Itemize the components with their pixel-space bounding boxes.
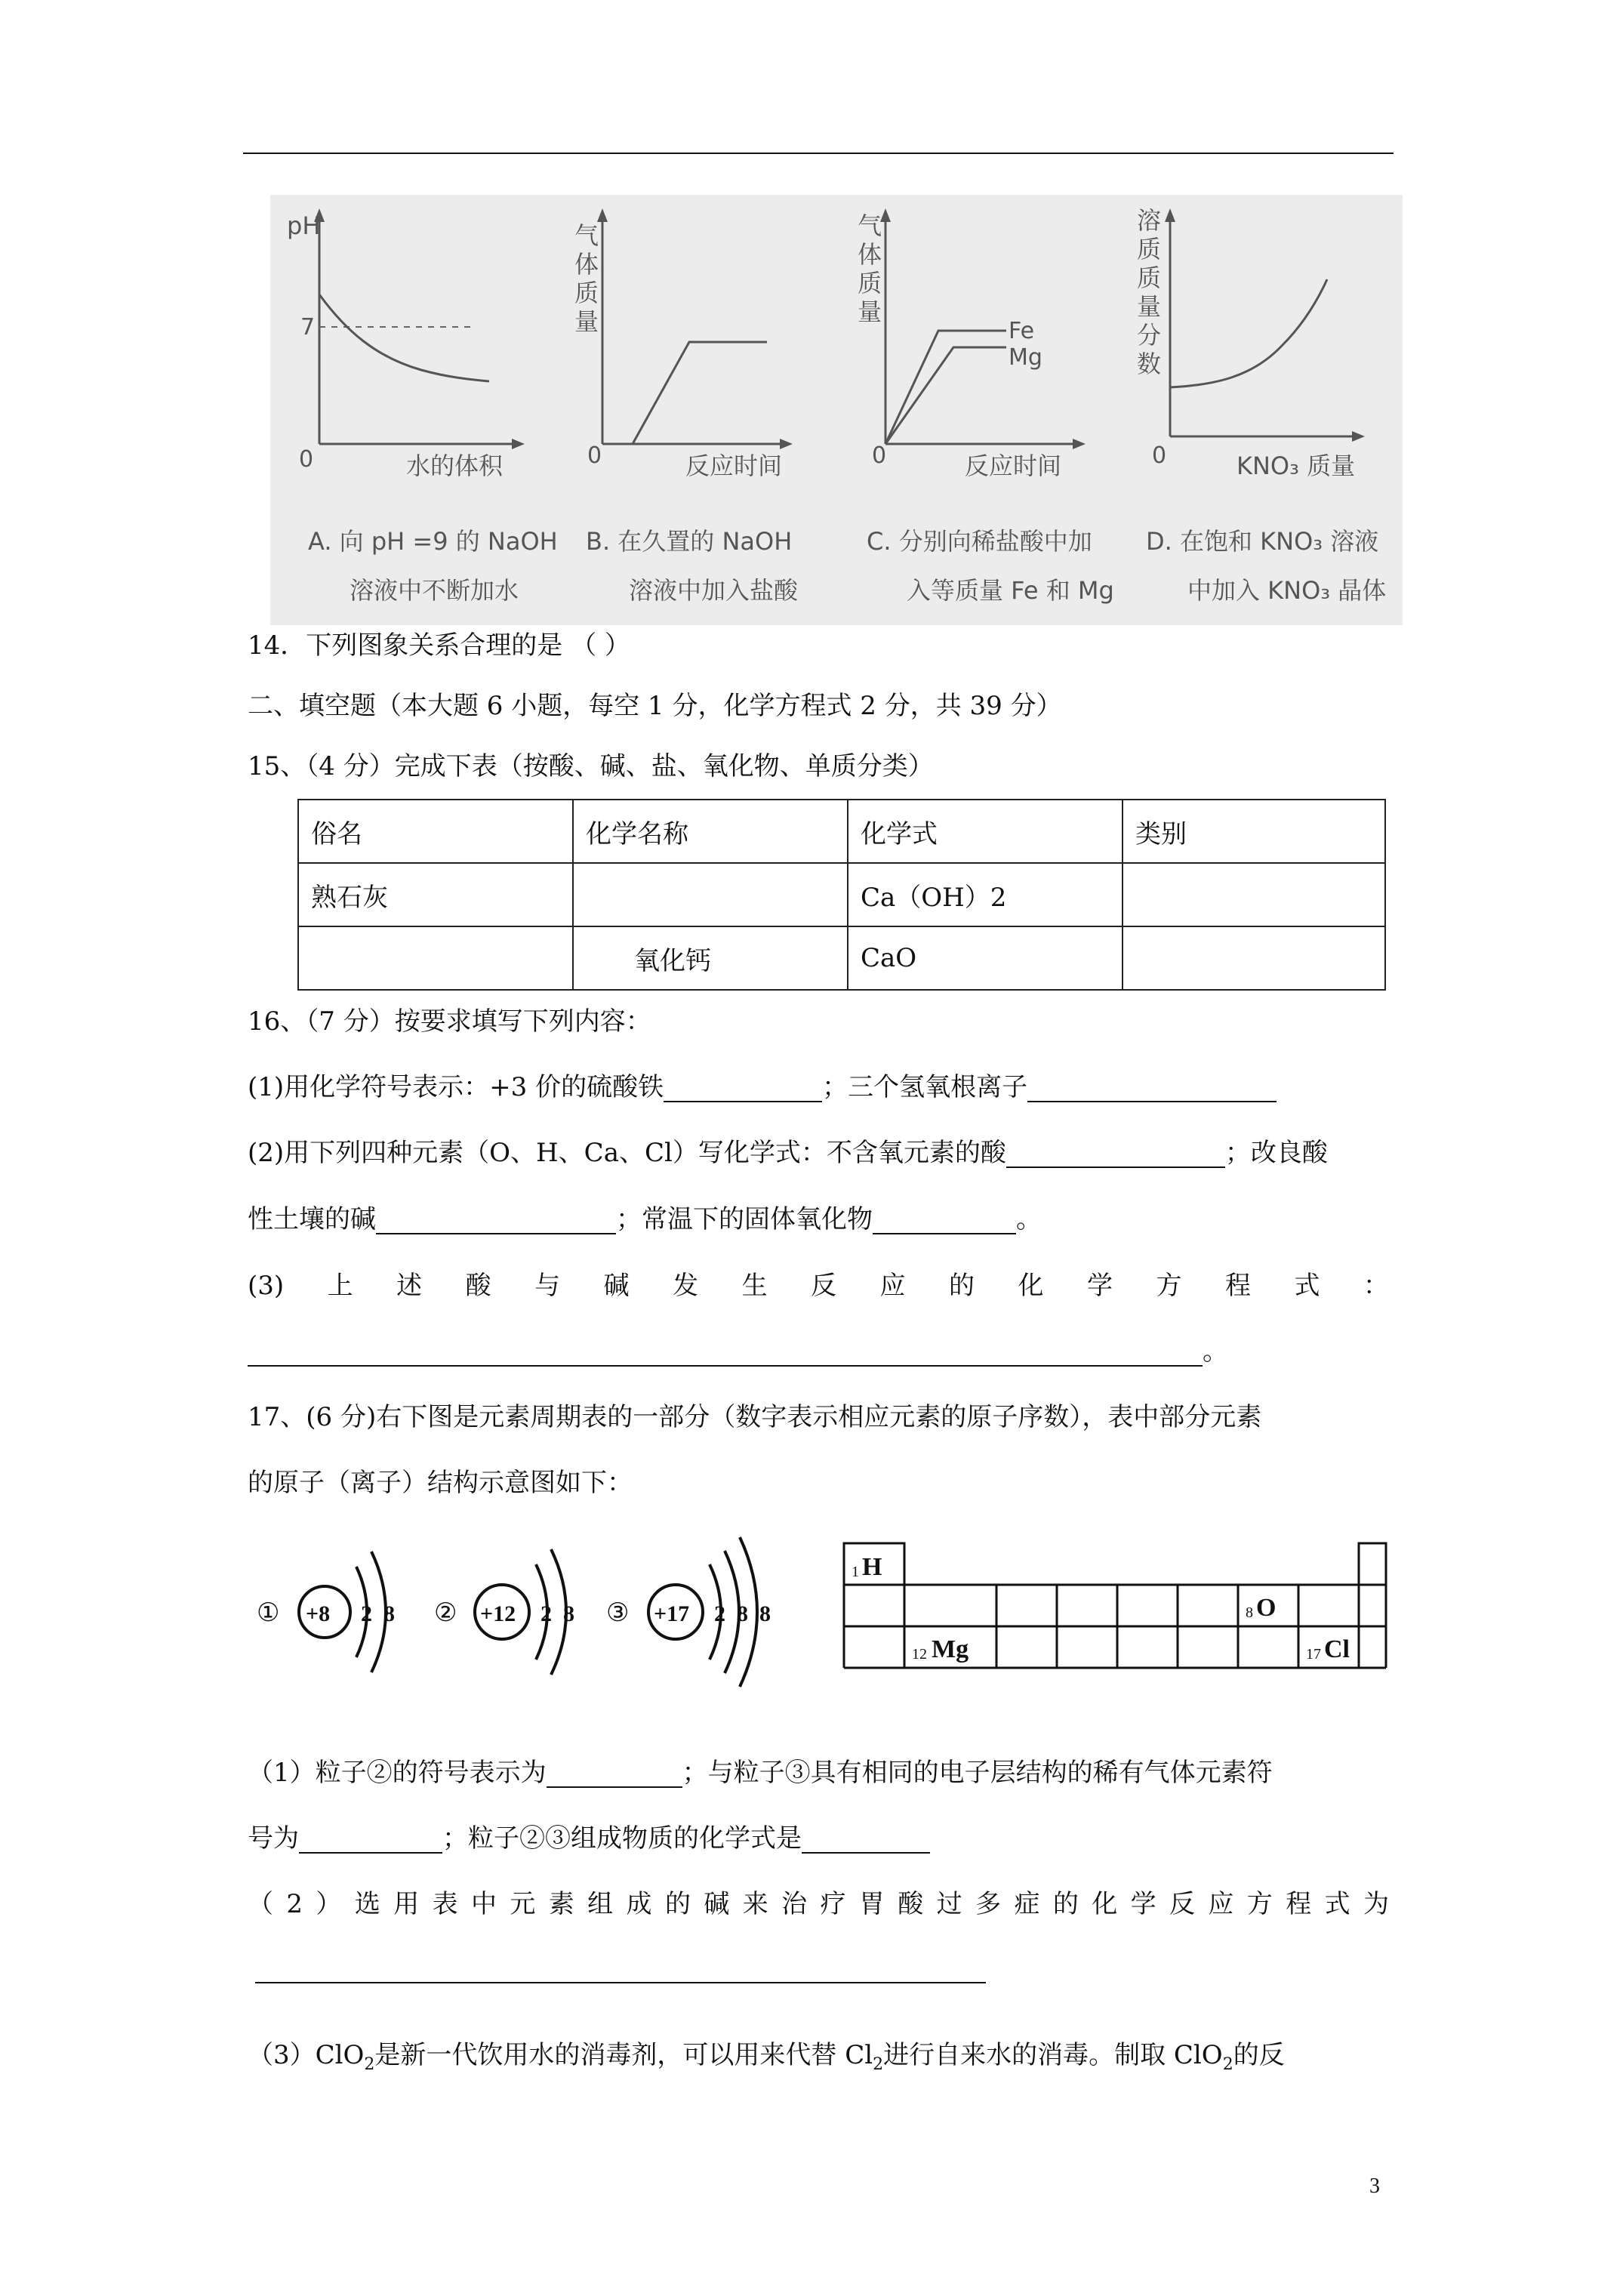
q17-p2-char: 治 [781, 1889, 808, 1919]
q15-table [297, 799, 1386, 991]
atom-1 [257, 1552, 395, 1672]
table-cell [573, 863, 848, 926]
graph-a-caption1: A. 向 pH =9 的 NaOH [308, 527, 558, 556]
graph-b-ylabel-2: 体 [574, 250, 599, 279]
answer-blank[interactable] [802, 1828, 930, 1854]
graph-c-mg: Mg [1009, 344, 1042, 371]
q17-p2-char: 化 [1092, 1889, 1118, 1919]
graph-c-xlabel: 反应时间 [965, 451, 1062, 480]
graph-c [858, 208, 1114, 605]
graph-d-ylabel-1: 溶 [1137, 206, 1162, 235]
pt-cl-num: 17 [1306, 1646, 1321, 1663]
q16-line1 [248, 1072, 1277, 1102]
atom-2-mark: ② [434, 1599, 457, 1627]
graph-c-caption1: C. 分别向稀盐酸中加 [867, 527, 1092, 556]
graph-b-caption1: B. 在久置的 NaOH [586, 527, 793, 556]
q17-p2-char: 成 [626, 1889, 652, 1919]
q17-p2-char: 选 [354, 1889, 380, 1919]
atom-1-nucleus: +8 [306, 1601, 331, 1626]
graph-c-caption2: 入等质量 Fe 和 Mg [907, 576, 1114, 605]
q17-p2-char: 碱 [704, 1889, 730, 1919]
q17-p2-line [248, 1889, 1389, 1919]
atom-3-shell-1: 2 [714, 1601, 725, 1626]
q17-p2-char: 症 [1014, 1889, 1040, 1919]
q16-title: 16、（7 分）按要求填写下列内容： [248, 1006, 651, 1037]
q17-line2: 的原子（离子）结构示意图如下： [248, 1468, 633, 1498]
graph-c-fe: Fe [1009, 318, 1035, 344]
graph-b-xlabel: 反应时间 [685, 451, 783, 480]
graph-c-ylabel-2: 体 [858, 240, 882, 269]
answer-blank[interactable] [299, 1828, 442, 1854]
q17-p2-char: 方 [1246, 1889, 1273, 1919]
graph-d-xlabel: KNO₃ 质量 [1236, 451, 1356, 480]
q17-p3b: 是新一代饮用水的消毒剂，可以用来代替 Cl [374, 2040, 873, 2070]
q16-l4-char: 与 [534, 1271, 561, 1301]
q16-l4-char: 的 [949, 1271, 975, 1301]
q17-p3-sub: 2 [1222, 2055, 1233, 2074]
atom-2-nucleus: +12 [480, 1601, 516, 1626]
graph-a-origin: 0 [299, 446, 314, 473]
answer-blank[interactable] [873, 1209, 1016, 1234]
pt-o-num: 8 [1246, 1604, 1253, 1621]
q16-l4-char: 生 [741, 1271, 768, 1301]
q17-p2-char: 素 [548, 1889, 574, 1919]
answer-blank[interactable] [1006, 1142, 1225, 1168]
atom-3 [606, 1537, 771, 1687]
table-cell: 氧化钙 [573, 926, 848, 990]
answer-blank[interactable] [1027, 1077, 1277, 1102]
q17-p2-char: 式 [1324, 1889, 1350, 1919]
q16-l4-char: 式 [1294, 1271, 1320, 1301]
q16-l4-char: 述 [396, 1271, 423, 1301]
graph-d-ylabel-2: 质 [1137, 235, 1162, 264]
q16-l4-char: 上 [327, 1271, 353, 1301]
atom-3-shell-3: 8 [759, 1601, 771, 1626]
q17-p2-char: 组 [587, 1889, 614, 1919]
graph-b-caption2: 溶液中加入盐酸 [629, 576, 799, 605]
q16-l3c: 。 [1016, 1204, 1042, 1234]
answer-blank[interactable] [248, 1341, 1203, 1367]
q17-p1-line1 [248, 1758, 1273, 1788]
q17-p3d: 的反 [1233, 2040, 1285, 2070]
q16-l4-char: 化 [1018, 1271, 1044, 1301]
section2-title: 二、填空题（本大题 6 小题，每空 1 分，化学方程式 2 分，共 39 分） [248, 691, 1062, 721]
q17-p3-line [248, 2040, 1285, 2080]
header-cell: 化学式 [848, 800, 1123, 863]
q16-l2a: (2)用下列四种元素（O、H、Ca、Cl）写化学式：不含氧元素的酸 [248, 1138, 1006, 1168]
graph-b-ylabel-3: 质 [574, 279, 599, 307]
q14-question: 14．下列图象关系合理的是 （ ） [248, 630, 630, 661]
q17-p2-char: 胃 [858, 1889, 885, 1919]
q16-l3b: ；常温下的固体氧化物 [616, 1204, 873, 1234]
q17-p3-sub: 2 [364, 2055, 375, 2074]
q16-l4-char: 方 [1156, 1271, 1182, 1301]
q16-l5end: 。 [1203, 1336, 1228, 1367]
q17-p2-char: 中 [470, 1889, 497, 1919]
q17-p2-char: 反 [1169, 1889, 1196, 1919]
table-header-row [298, 800, 1385, 863]
atom-3-mark: ③ [606, 1599, 630, 1627]
q17-p2-char: 元 [510, 1889, 536, 1919]
q17-p1a: （1）粒子②的符号表示为 [248, 1758, 547, 1788]
periodic-table [838, 1533, 1397, 1684]
atom-1-shell-2: 8 [383, 1601, 395, 1626]
table-cell: CaO [848, 926, 1123, 990]
q17-p2-char: ） [316, 1889, 342, 1919]
q17-p2-char: 来 [742, 1889, 768, 1919]
graph-d-ylabel-5: 分 [1137, 321, 1162, 350]
table-row [298, 926, 1385, 990]
pt-o-sym: O [1256, 1594, 1277, 1622]
q17-line1: 17、(6 分)右下图是元素周期表的一部分（数字表示相应元素的原子序数），表中部分元素 [248, 1402, 1262, 1432]
graph-c-ylabel-3: 质 [858, 269, 882, 297]
q16-l4-char: 应 [879, 1271, 906, 1301]
table-cell [1123, 863, 1385, 926]
atom-1-shell-1: 2 [361, 1601, 372, 1626]
q17-p2-char: 酸 [898, 1889, 924, 1919]
header-cell: 化学名称 [573, 800, 848, 863]
atom-2 [434, 1549, 574, 1675]
q17-p1d: ；粒子②③组成物质的化学式是 [442, 1823, 802, 1854]
q16-l4-char: 碱 [603, 1271, 630, 1301]
q17-p1-line2 [248, 1823, 930, 1854]
atom-2-shell-1: 2 [540, 1601, 552, 1626]
q16-l4-char: 反 [811, 1271, 837, 1301]
graph-a-tick: 7 [300, 314, 316, 341]
q17-p3a: （3）ClO [248, 2040, 365, 2070]
q16-l4-char: ： [1363, 1271, 1389, 1301]
table-cell: Ca（OH）2 [848, 863, 1123, 926]
q17-p2-char: 表 [432, 1889, 458, 1919]
q16-l4-char: (3) [248, 1271, 285, 1301]
graph-d-ylabel-4: 量 [1137, 292, 1162, 321]
atom-1-mark: ① [257, 1599, 280, 1627]
graph-b-ylabel-4: 量 [574, 307, 599, 336]
atom-3-nucleus: +17 [654, 1601, 690, 1626]
q16-l4-char: 程 [1224, 1271, 1251, 1301]
graph-d-caption2: 中加入 KNO₃ 晶体 [1187, 576, 1387, 605]
table-row [298, 863, 1385, 926]
table-cell [298, 926, 573, 990]
q16-l4-char: 学 [1086, 1271, 1113, 1301]
graph-c-ylabel-1: 气 [858, 211, 882, 240]
header-cell: 类别 [1123, 800, 1385, 863]
graph-a-caption2: 溶液中不断加水 [350, 576, 519, 605]
pt-h-sym: H [862, 1553, 882, 1581]
q17-p2-char: 程 [1286, 1889, 1312, 1919]
pt-cl-sym: Cl [1324, 1635, 1350, 1663]
graph-b-origin: 0 [587, 442, 602, 469]
q16-line4 [248, 1271, 1389, 1301]
table-cell: 熟石灰 [298, 863, 573, 926]
graph-c-ylabel-4: 量 [858, 297, 882, 326]
q17-p2-char: 疗 [820, 1889, 846, 1919]
q16-l3a: 性土壤的碱 [248, 1204, 376, 1234]
atom-2-shell-2: 8 [563, 1601, 574, 1626]
q17-p2-char: 学 [1130, 1889, 1156, 1919]
page-number: 3 [1369, 2174, 1380, 2198]
q17-p2-char: 2 [286, 1889, 303, 1919]
q17-p1c: 号为 [248, 1823, 299, 1854]
graph-a-xlabel: 水的体积 [406, 451, 504, 480]
q17-p2-char: 的 [1052, 1889, 1079, 1919]
q17-p2-char: 多 [975, 1889, 1002, 1919]
pt-mg-num: 12 [912, 1646, 927, 1663]
q15-title: 15、（4 分）完成下表（按酸、碱、盐、氧化物、单质分类） [248, 751, 934, 781]
q17-p2-char: 过 [936, 1889, 962, 1919]
q17-p2-char: （ [248, 1889, 273, 1919]
pt-h-num: 1 [852, 1564, 859, 1580]
header-rule [243, 153, 1394, 154]
q17-p3c: 进行自来水的消毒。制取 ClO [883, 2040, 1223, 2070]
q16-line3 [248, 1204, 1042, 1234]
q17-p2-char: 的 [664, 1889, 691, 1919]
pt-mg-sym: Mg [932, 1635, 969, 1663]
q17-p1b: ；与粒子③具有相同的电子层结构的稀有气体元素符 [682, 1758, 1273, 1788]
q17-p2-char: 用 [393, 1889, 420, 1919]
q17-p3-sub: 2 [873, 2055, 884, 2074]
q16-line2 [248, 1138, 1328, 1168]
q16-line5 [248, 1336, 1228, 1367]
graph-c-origin: 0 [872, 442, 887, 469]
q16-l1b: ；三个氢氧根离子 [822, 1072, 1028, 1102]
answer-blank[interactable] [664, 1077, 822, 1102]
graph-b [574, 208, 799, 605]
graph-d [1137, 206, 1386, 605]
atom-diagrams [249, 1518, 823, 1691]
q14-figure [270, 195, 1403, 625]
q17-p2-char: 应 [1208, 1889, 1234, 1919]
answer-blank[interactable] [376, 1209, 616, 1234]
table-cell [1123, 926, 1385, 990]
q17-p2-char: 为 [1363, 1889, 1389, 1919]
graph-d-caption1: D. 在饱和 KNO₃ 溶液 [1146, 527, 1379, 556]
atom-3-shell-2: 8 [737, 1601, 748, 1626]
graph-a [287, 208, 558, 605]
q16-l4-char: 发 [673, 1271, 699, 1301]
graph-d-ylabel-3: 质 [1137, 264, 1162, 292]
q16-l4-char: 酸 [465, 1271, 491, 1301]
q16-l1a: (1)用化学符号表示：+3 价的硫酸铁 [248, 1072, 664, 1102]
answer-blank[interactable] [547, 1762, 682, 1788]
graph-b-ylabel-1: 气 [574, 221, 599, 250]
q16-l2b: ；改良酸 [1224, 1138, 1328, 1168]
answer-blank[interactable] [255, 1982, 986, 1983]
graph-a-ylabel: pH [287, 211, 321, 240]
graph-d-origin: 0 [1152, 442, 1167, 469]
header-cell: 俗名 [298, 800, 573, 863]
graph-d-ylabel-6: 数 [1137, 350, 1162, 378]
